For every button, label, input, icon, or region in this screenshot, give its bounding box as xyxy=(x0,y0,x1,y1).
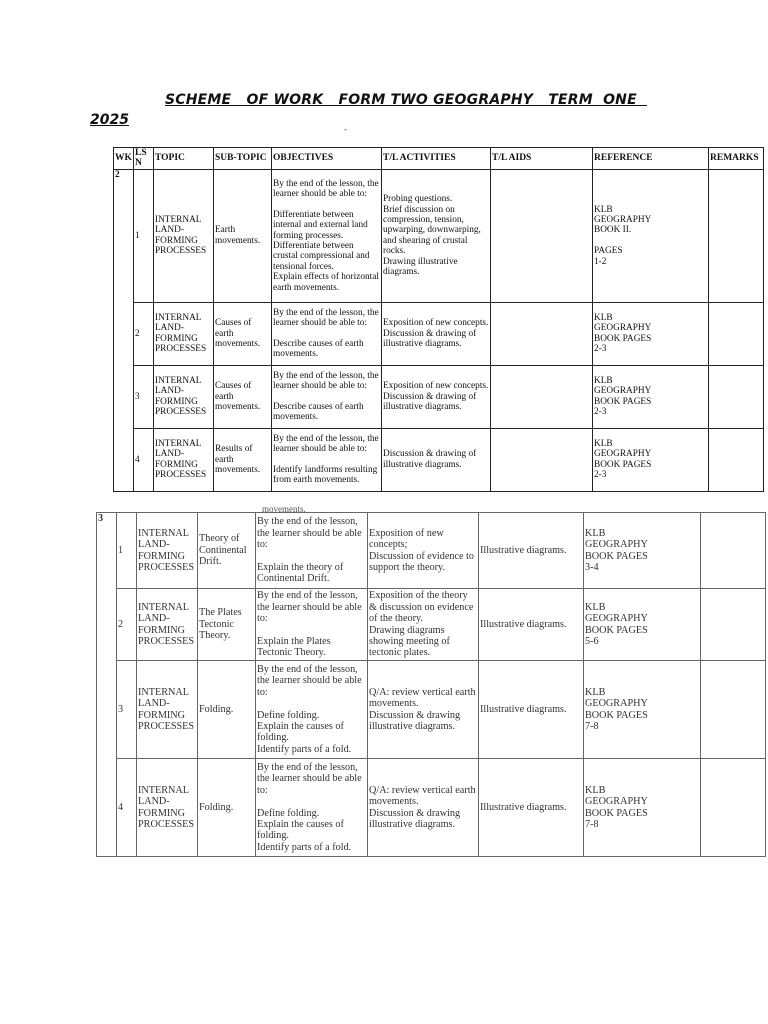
lesson-cell: 3 xyxy=(134,365,154,428)
document-title: SCHEME OF WORK FORM TWO GEOGRAPHY TERM ONE xyxy=(164,92,647,108)
aids-cell: Illustrative diagrams. xyxy=(479,759,584,857)
scheme-table-week-2 xyxy=(113,147,764,492)
lesson-cell: 4 xyxy=(117,759,137,857)
aids-cell xyxy=(491,365,593,428)
reference-cell: KLB GEOGRAPHY BOOK PAGES 2-3 xyxy=(593,365,709,428)
lesson-cell: 1 xyxy=(117,513,137,589)
aids-cell: Illustrative diagrams. xyxy=(479,589,584,661)
remarks-cell xyxy=(701,513,766,589)
subtopic-cell: Theory of Continental Drift. xyxy=(198,513,256,589)
reference-cell: KLB GEOGRAPHY BOOK PAGES 7-8 xyxy=(584,759,701,857)
table-header-row xyxy=(114,148,764,170)
subtopic-cell: Folding. xyxy=(198,759,256,857)
objectives-cell: By the end of the lesson, the learner should be able to: Define folding. Explain the causes of folding. Identify parts of a fold. xyxy=(256,661,368,759)
header-subtopic: SUB-TOPIC xyxy=(214,148,272,170)
subtopic-cell: Earth movements. xyxy=(214,169,272,302)
reference-cell: KLB GEOGRAPHY BOOK PAGES 5-6 xyxy=(584,589,701,661)
remarks-cell xyxy=(701,589,766,661)
table-row xyxy=(114,365,764,428)
topic-cell: INTERNAL LAND- FORMING PROCESSES xyxy=(154,302,214,365)
scheme-table-week-3 xyxy=(96,512,766,857)
table-row xyxy=(114,428,764,491)
objectives-cell: By the end of the lesson, the learner should be able to: Describe causes of earth movements. xyxy=(272,302,382,365)
subtopic-cell: Causes of earth movements. xyxy=(214,302,272,365)
remarks-cell xyxy=(701,661,766,759)
reference-cell: KLB GEOGRAPHY BOOK PAGES 7-8 xyxy=(584,661,701,759)
remarks-cell xyxy=(709,428,764,491)
remarks-cell xyxy=(701,759,766,857)
remarks-cell xyxy=(709,365,764,428)
week-cell: 2 xyxy=(114,169,134,491)
lesson-cell: 1 xyxy=(134,169,154,302)
objectives-cell: By the end of the lesson, the learner should be able to: Explain the Plates Tectonic Theory. xyxy=(256,589,368,661)
lesson-cell: 2 xyxy=(117,589,137,661)
remarks-cell xyxy=(709,302,764,365)
table-row xyxy=(97,661,766,759)
document-year: 2025 xyxy=(90,112,129,128)
subtopic-cell: The Plates Tectonic Theory. xyxy=(198,589,256,661)
activities-cell: Exposition of the theory & discussion on evidence of the theory. Drawing diagrams showing meeting of tectonic plates. xyxy=(368,589,479,661)
subtopic-cell: Results of earth movements. xyxy=(214,428,272,491)
activities-cell: Q/A: review vertical earth movements. Discussion & drawing illustrative diagrams. xyxy=(368,661,479,759)
header-topic: TOPIC xyxy=(154,148,214,170)
lesson-cell: 4 xyxy=(134,428,154,491)
table-row xyxy=(97,513,766,589)
activities-cell: Exposition of new concepts. Discussion & drawing of illustrative diagrams. xyxy=(382,365,491,428)
remarks-cell xyxy=(709,169,764,302)
aids-cell: Illustrative diagrams. xyxy=(479,661,584,759)
subtopic-cell: Folding. xyxy=(198,661,256,759)
table-row xyxy=(97,759,766,857)
week-cell: 3 xyxy=(97,513,117,857)
activities-cell: Exposition of new concepts. Discussion & drawing of illustrative diagrams. xyxy=(382,302,491,365)
activities-cell: Probing questions. Brief discussion on compression, tension, upwarping, downwarping, and shearing of crustal rocks. Drawing illustrative diagrams. xyxy=(382,169,491,302)
header-activities: T/L ACTIVITIES xyxy=(382,148,491,170)
reference-cell: KLB GEOGRAPHY BOOK PAGES 2-3 xyxy=(593,302,709,365)
table-row xyxy=(97,589,766,661)
table-row xyxy=(114,302,764,365)
header-reference: REFERENCE xyxy=(593,148,709,170)
aids-cell xyxy=(491,428,593,491)
topic-cell: INTERNAL LAND- FORMING PROCESSES xyxy=(137,661,198,759)
reference-cell: KLB GEOGRAPHY BOOK PAGES 2-3 xyxy=(593,428,709,491)
header-remarks: REMARKS xyxy=(709,148,764,170)
lesson-cell: 2 xyxy=(134,302,154,365)
objectives-cell: By the end of the lesson, the learner should be able to: Explain the theory of Continental Drift. xyxy=(256,513,368,589)
objectives-cell: By the end of the lesson, the learner should be able to: Describe causes of earth movements. xyxy=(272,365,382,428)
objectives-cell: By the end of the lesson, the learner should be able to: Define folding. Explain the causes of folding. Identify parts of a fold. xyxy=(256,759,368,857)
subtopic-cell: Causes of earth movements. xyxy=(214,365,272,428)
reference-cell: KLB GEOGRAPHY BOOK PAGES 3-4 xyxy=(584,513,701,589)
aids-cell xyxy=(491,169,593,302)
reference-cell: KLB GEOGRAPHY BOOK II. PAGES 1-2 xyxy=(593,169,709,302)
header-lsn: LSN xyxy=(134,148,154,170)
activities-cell: Discussion & drawing of illustrative diagrams. xyxy=(382,428,491,491)
clipped-text: movements. xyxy=(262,504,306,514)
activities-cell: Exposition of new concepts; Discussion of evidence to support the theory. xyxy=(368,513,479,589)
stray-dash: - xyxy=(344,124,347,134)
objectives-cell: By the end of the lesson, the learner should be able to: Differentiate between internal and external land forming processes. Differentiate between crustal compressional and tensional forces. Explain effects of horizontal earth movements. xyxy=(272,169,382,302)
header-wk: WK xyxy=(114,148,134,170)
topic-cell: INTERNAL LAND- FORMING PROCESSES xyxy=(154,169,214,302)
header-objectives: OBJECTIVES xyxy=(272,148,382,170)
objectives-cell: By the end of the lesson, the learner should be able to: Identify landforms resulting from earth movements. xyxy=(272,428,382,491)
header-aids: T/L AIDS xyxy=(491,148,593,170)
table-row xyxy=(114,169,764,302)
activities-cell: Q/A: review vertical earth movements. Discussion & drawing illustrative diagrams. xyxy=(368,759,479,857)
topic-cell: INTERNAL LAND- FORMING PROCESSES xyxy=(154,428,214,491)
topic-cell: INTERNAL LAND- FORMING PROCESSES xyxy=(137,589,198,661)
topic-cell: INTERNAL LAND- FORMING PROCESSES xyxy=(137,513,198,589)
aids-cell: Illustrative diagrams. xyxy=(479,513,584,589)
lesson-cell: 3 xyxy=(117,661,137,759)
topic-cell: INTERNAL LAND- FORMING PROCESSES xyxy=(154,365,214,428)
aids-cell xyxy=(491,302,593,365)
topic-cell: INTERNAL LAND- FORMING PROCESSES xyxy=(137,759,198,857)
